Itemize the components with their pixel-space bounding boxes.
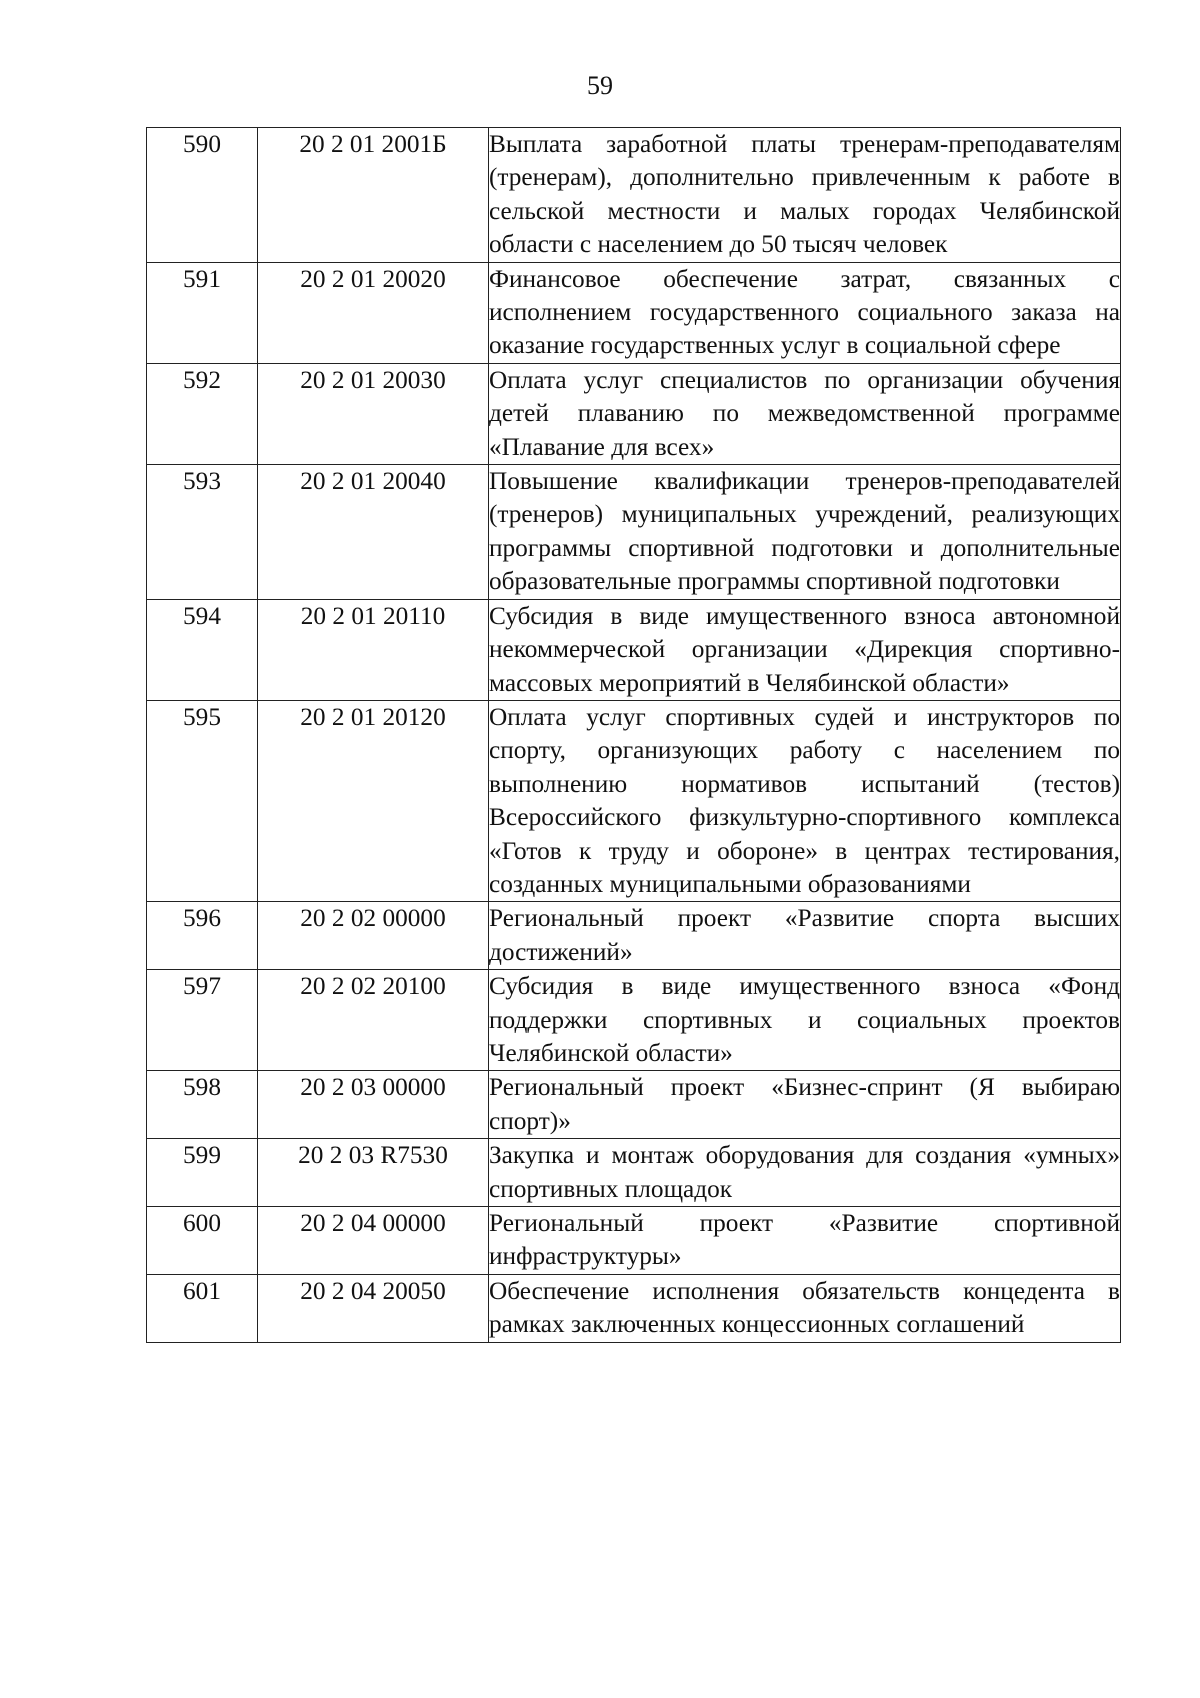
budget-code: 20 2 04 20050 <box>258 1274 489 1342</box>
budget-code: 20 2 01 2001Б <box>258 128 489 263</box>
row-number: 591 <box>147 262 258 363</box>
item-description: Обеспечение исполнения обязательств концедента в рамках заключенных концессионных соглашений <box>489 1274 1121 1342</box>
table-row <box>147 1139 1121 1207</box>
row-number: 597 <box>147 970 258 1071</box>
row-number: 590 <box>147 128 258 263</box>
page-number: 59 <box>587 71 613 100</box>
table-row <box>147 128 1121 263</box>
budget-code: 20 2 03 00000 <box>258 1071 489 1139</box>
table-row <box>147 1274 1121 1342</box>
item-description: Региональный проект «Развитие спорта высших достижений» <box>489 902 1121 970</box>
item-description: Региональный проект «Бизнес-спринт (Я выбираю спорт)» <box>489 1071 1121 1139</box>
budget-code: 20 2 01 20020 <box>258 262 489 363</box>
row-number: 599 <box>147 1139 258 1207</box>
item-description: Субсидия в виде имущественного взноса «Фонд поддержки спортивных и социальных проектов Челябинской области» <box>489 970 1121 1071</box>
table-row <box>147 700 1121 901</box>
row-number: 598 <box>147 1071 258 1139</box>
table-row <box>147 1207 1121 1275</box>
budget-code: 20 2 04 00000 <box>258 1207 489 1275</box>
table-row <box>147 363 1121 464</box>
budget-classification-table <box>146 127 1121 1343</box>
budget-code: 20 2 02 20100 <box>258 970 489 1071</box>
row-number: 596 <box>147 902 258 970</box>
budget-code: 20 2 01 20110 <box>258 599 489 700</box>
item-description: Повышение квалификации тренеров-преподавателей (тренеров) муниципальных учреждений, реализующих программы спортивной подготовки и дополнительные образовательные программы спортивной подготовки <box>489 465 1121 600</box>
budget-code: 20 2 01 20040 <box>258 465 489 600</box>
row-number: 595 <box>147 700 258 901</box>
item-description: Оплата услуг спортивных судей и инструкторов по спорту, организующих работу с населением по выполнению нормативов испытаний (тестов) Всероссийского физкультурно-спортивного комплекса «Готов к труду и обороне» в центрах тестирования, созданных муниципальными образованиями <box>489 700 1121 901</box>
table-row <box>147 599 1121 700</box>
row-number: 592 <box>147 363 258 464</box>
budget-code: 20 2 01 20030 <box>258 363 489 464</box>
item-description: Закупка и монтаж оборудования для создания «умных» спортивных площадок <box>489 1139 1121 1207</box>
item-description: Выплата заработной платы тренерам-преподавателям (тренерам), дополнительно привлеченным к работе в сельской местности и малых городах Челябинской области с населением до 50 тысяч человек <box>489 128 1121 263</box>
budget-code: 20 2 01 20120 <box>258 700 489 901</box>
table-row <box>147 970 1121 1071</box>
table-row <box>147 262 1121 363</box>
budget-code: 20 2 03 R7530 <box>258 1139 489 1207</box>
table-row <box>147 1071 1121 1139</box>
item-description: Финансовое обеспечение затрат, связанных с исполнением государственного социального заказа на оказание государственных услуг в социальной сфере <box>489 262 1121 363</box>
item-description: Оплата услуг специалистов по организации обучения детей плаванию по межведомственной программе «Плавание для всех» <box>489 363 1121 464</box>
table-row <box>147 902 1121 970</box>
row-number: 601 <box>147 1274 258 1342</box>
item-description: Региональный проект «Развитие спортивной инфраструктуры» <box>489 1207 1121 1275</box>
budget-code: 20 2 02 00000 <box>258 902 489 970</box>
row-number: 594 <box>147 599 258 700</box>
row-number: 593 <box>147 465 258 600</box>
table-row <box>147 465 1121 600</box>
row-number: 600 <box>147 1207 258 1275</box>
item-description: Субсидия в виде имущественного взноса автономной некоммерческой организации «Дирекция спортивно-массовых мероприятий в Челябинской области» <box>489 599 1121 700</box>
